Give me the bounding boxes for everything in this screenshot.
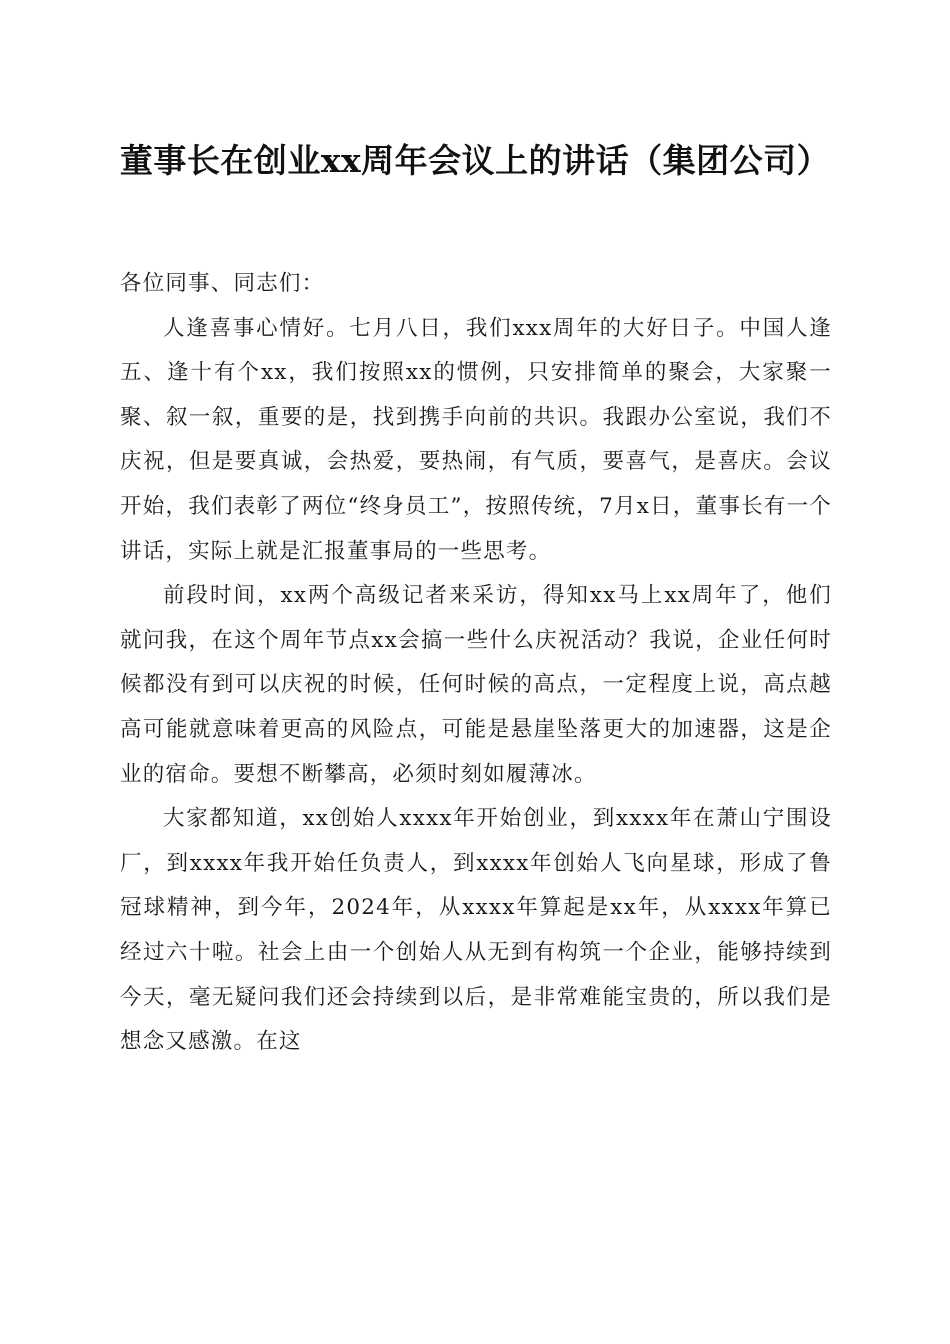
document-title: 董事长在创业xx周年会议上的讲话（集团公司） xyxy=(119,141,831,180)
paragraph-3: 大家都知道，xx创始人xxxx年开始创业，到xxxx年在萧山宁围设厂，到xxxx年我开始任负责人，到xxxx年创始人飞向星球，形成了鲁冠球精神，到今年，2024年，从xxxx年算起是xx年，从xxxx年算已经过六十啦。社会上由一个创始人从无到有构筑一个企业，能够持续到今天，毫无疑问我们还会持续到以后，是非常难能宝贵的，所以我们是想念又感激。在这 xyxy=(120,806,832,1055)
paragraph-2: 前段时间，xx两个高级记者来采访，得知xx马上xx周年了，他们就问我，在这个周年节点xx会搞一些什么庆祝活动？我说，企业任何时候都没有到可以庆祝的时候，任何时候的高点，一定程度上说，高点越高可能就意味着更高的风险点，可能是悬崖坠落更大的加速器，这是企业的宿命。要想不断攀高，必须时刻如履薄冰。 xyxy=(120,583,832,787)
salutation: 各位同事、同志们： xyxy=(120,271,325,296)
paragraph-1: 人逢喜事心情好。七月八日，我们xxx周年的大好日子。中国人逢五、逢十有个xx，我们按照xx的惯例，只安排简单的聚会，大家聚一聚、叙一叙，重要的是，找到携手向前的共识。我跟办公室说，我们不庆祝，但是要真诚，会热爱，要热闹，有气质，要喜气，是喜庆。会议开始，我们表彰了两位“终身员工”，按照传统，7月x日，董事长有一个讲话，实际上就是汇报董事局的一些思考。 xyxy=(120,315,832,564)
document-body xyxy=(120,262,832,1065)
